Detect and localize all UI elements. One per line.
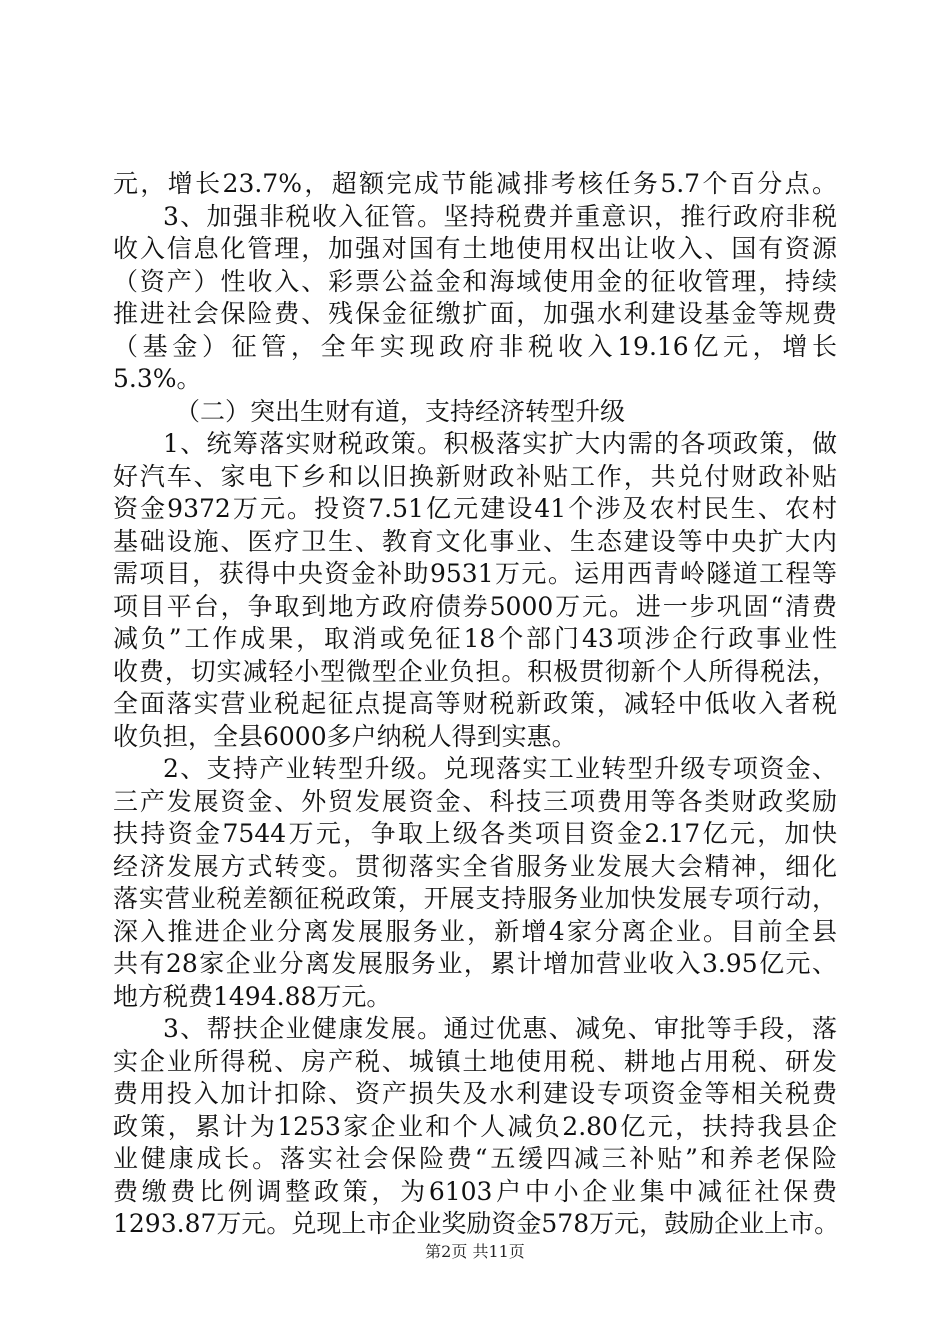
- text-line: 减负”工作成果，取消或免征18个部门43项涉企行政事业性: [113, 624, 837, 653]
- text-line: 3、加强非税收入征管。坚持税费并重意识，推行政府非税: [163, 201, 837, 231]
- text-line: 落实营业税差额征税政策，开展支持服务业加快发展专项行动，: [113, 884, 837, 913]
- text-line: 需项目，获得中央资金补助9531万元。运用西青岭隧道工程等: [113, 559, 837, 588]
- text-line: 推进社会保险费、残保金征缴扩面，加强水利建设基金等规费: [113, 299, 837, 328]
- text-line: （基金）征管，全年实现政府非税收入19.16亿元，增长: [113, 331, 837, 361]
- text-line: 元，增长23.7%，超额完成节能减排考核任务5.7个百分点。: [113, 169, 837, 198]
- text-line: 实企业所得税、房产税、城镇土地使用税、耕地占用税、研发: [113, 1046, 837, 1076]
- text-line: 政策，累计为1253家企业和个人减负2.80亿元，扶持我县企: [113, 1111, 837, 1141]
- text-line: 5.3%。: [113, 364, 202, 393]
- text-line: 3、帮扶企业健康发展。通过优惠、减免、审批等手段，落: [163, 1014, 837, 1043]
- text-line: 好汽车、家电下乡和以旧换新财政补贴工作，共兑付财政补贴: [113, 461, 837, 491]
- text-line: （资产）性收入、彩票公益金和海域使用金的征收管理，持续: [113, 266, 837, 296]
- text-line: 地方税费1494.88万元。: [113, 981, 392, 1011]
- text-line: 基础设施、医疗卫生、教育文化事业、生态建设等中央扩大内: [113, 526, 837, 556]
- text-line: 资金9372万元。投资7.51亿元建设41个涉及农村民生、农村: [113, 494, 837, 523]
- text-line: 项目平台，争取到地方政府债券5000万元。进一步巩固“清费: [113, 591, 837, 621]
- text-line: 收费，切实减轻小型微型企业负担。积极贯彻新个人所得税法，: [113, 656, 837, 686]
- section-heading: （二）突出生财有道，支持经济转型升级: [175, 396, 626, 426]
- text-line: 1293.87万元。兑现上市企业奖励资金578万元，鼓励企业上市。: [113, 1209, 840, 1238]
- document-body: [113, 168, 840, 1241]
- page-number-footer: 第2页 共11页: [425, 1242, 525, 1261]
- text-line: 费缴费比例调整政策，为6103户中小企业集中减征社保费: [113, 1176, 837, 1206]
- text-line: 费用投入加计扣除、资产损失及水利建设专项资金等相关税费: [113, 1079, 837, 1108]
- text-line: 业健康成长。落实社会保险费“五缓四减三补贴”和养老保险: [113, 1144, 837, 1173]
- text-line: 收入信息化管理，加强对国有土地使用权出让收入、国有资源: [113, 234, 837, 263]
- text-line: 三产发展资金、外贸发展资金、科技三项费用等各类财政奖励: [113, 786, 837, 816]
- text-line: 经济发展方式转变。贯彻落实全省服务业发展大会精神，细化: [113, 851, 837, 881]
- text-line: 1、统筹落实财税政策。积极落实扩大内需的各项政策，做: [163, 429, 837, 458]
- text-line: 全面落实营业税起征点提高等财税新政策，减轻中低收入者税: [113, 689, 837, 718]
- text-line: 2、支持产业转型升级。兑现落实工业转型升级专项资金、: [163, 754, 837, 783]
- text-line: 深入推进企业分离发展服务业，新增4家分离企业。目前全县: [113, 916, 837, 946]
- text-line: 共有28家企业分离发展服务业，累计增加营业收入3.95亿元、: [113, 949, 837, 978]
- text-line: 收负担，全县6000多户纳税人得到实惠。: [113, 721, 577, 751]
- text-line: 扶持资金7544万元，争取上级各类项目资金2.17亿元，加快: [113, 819, 837, 848]
